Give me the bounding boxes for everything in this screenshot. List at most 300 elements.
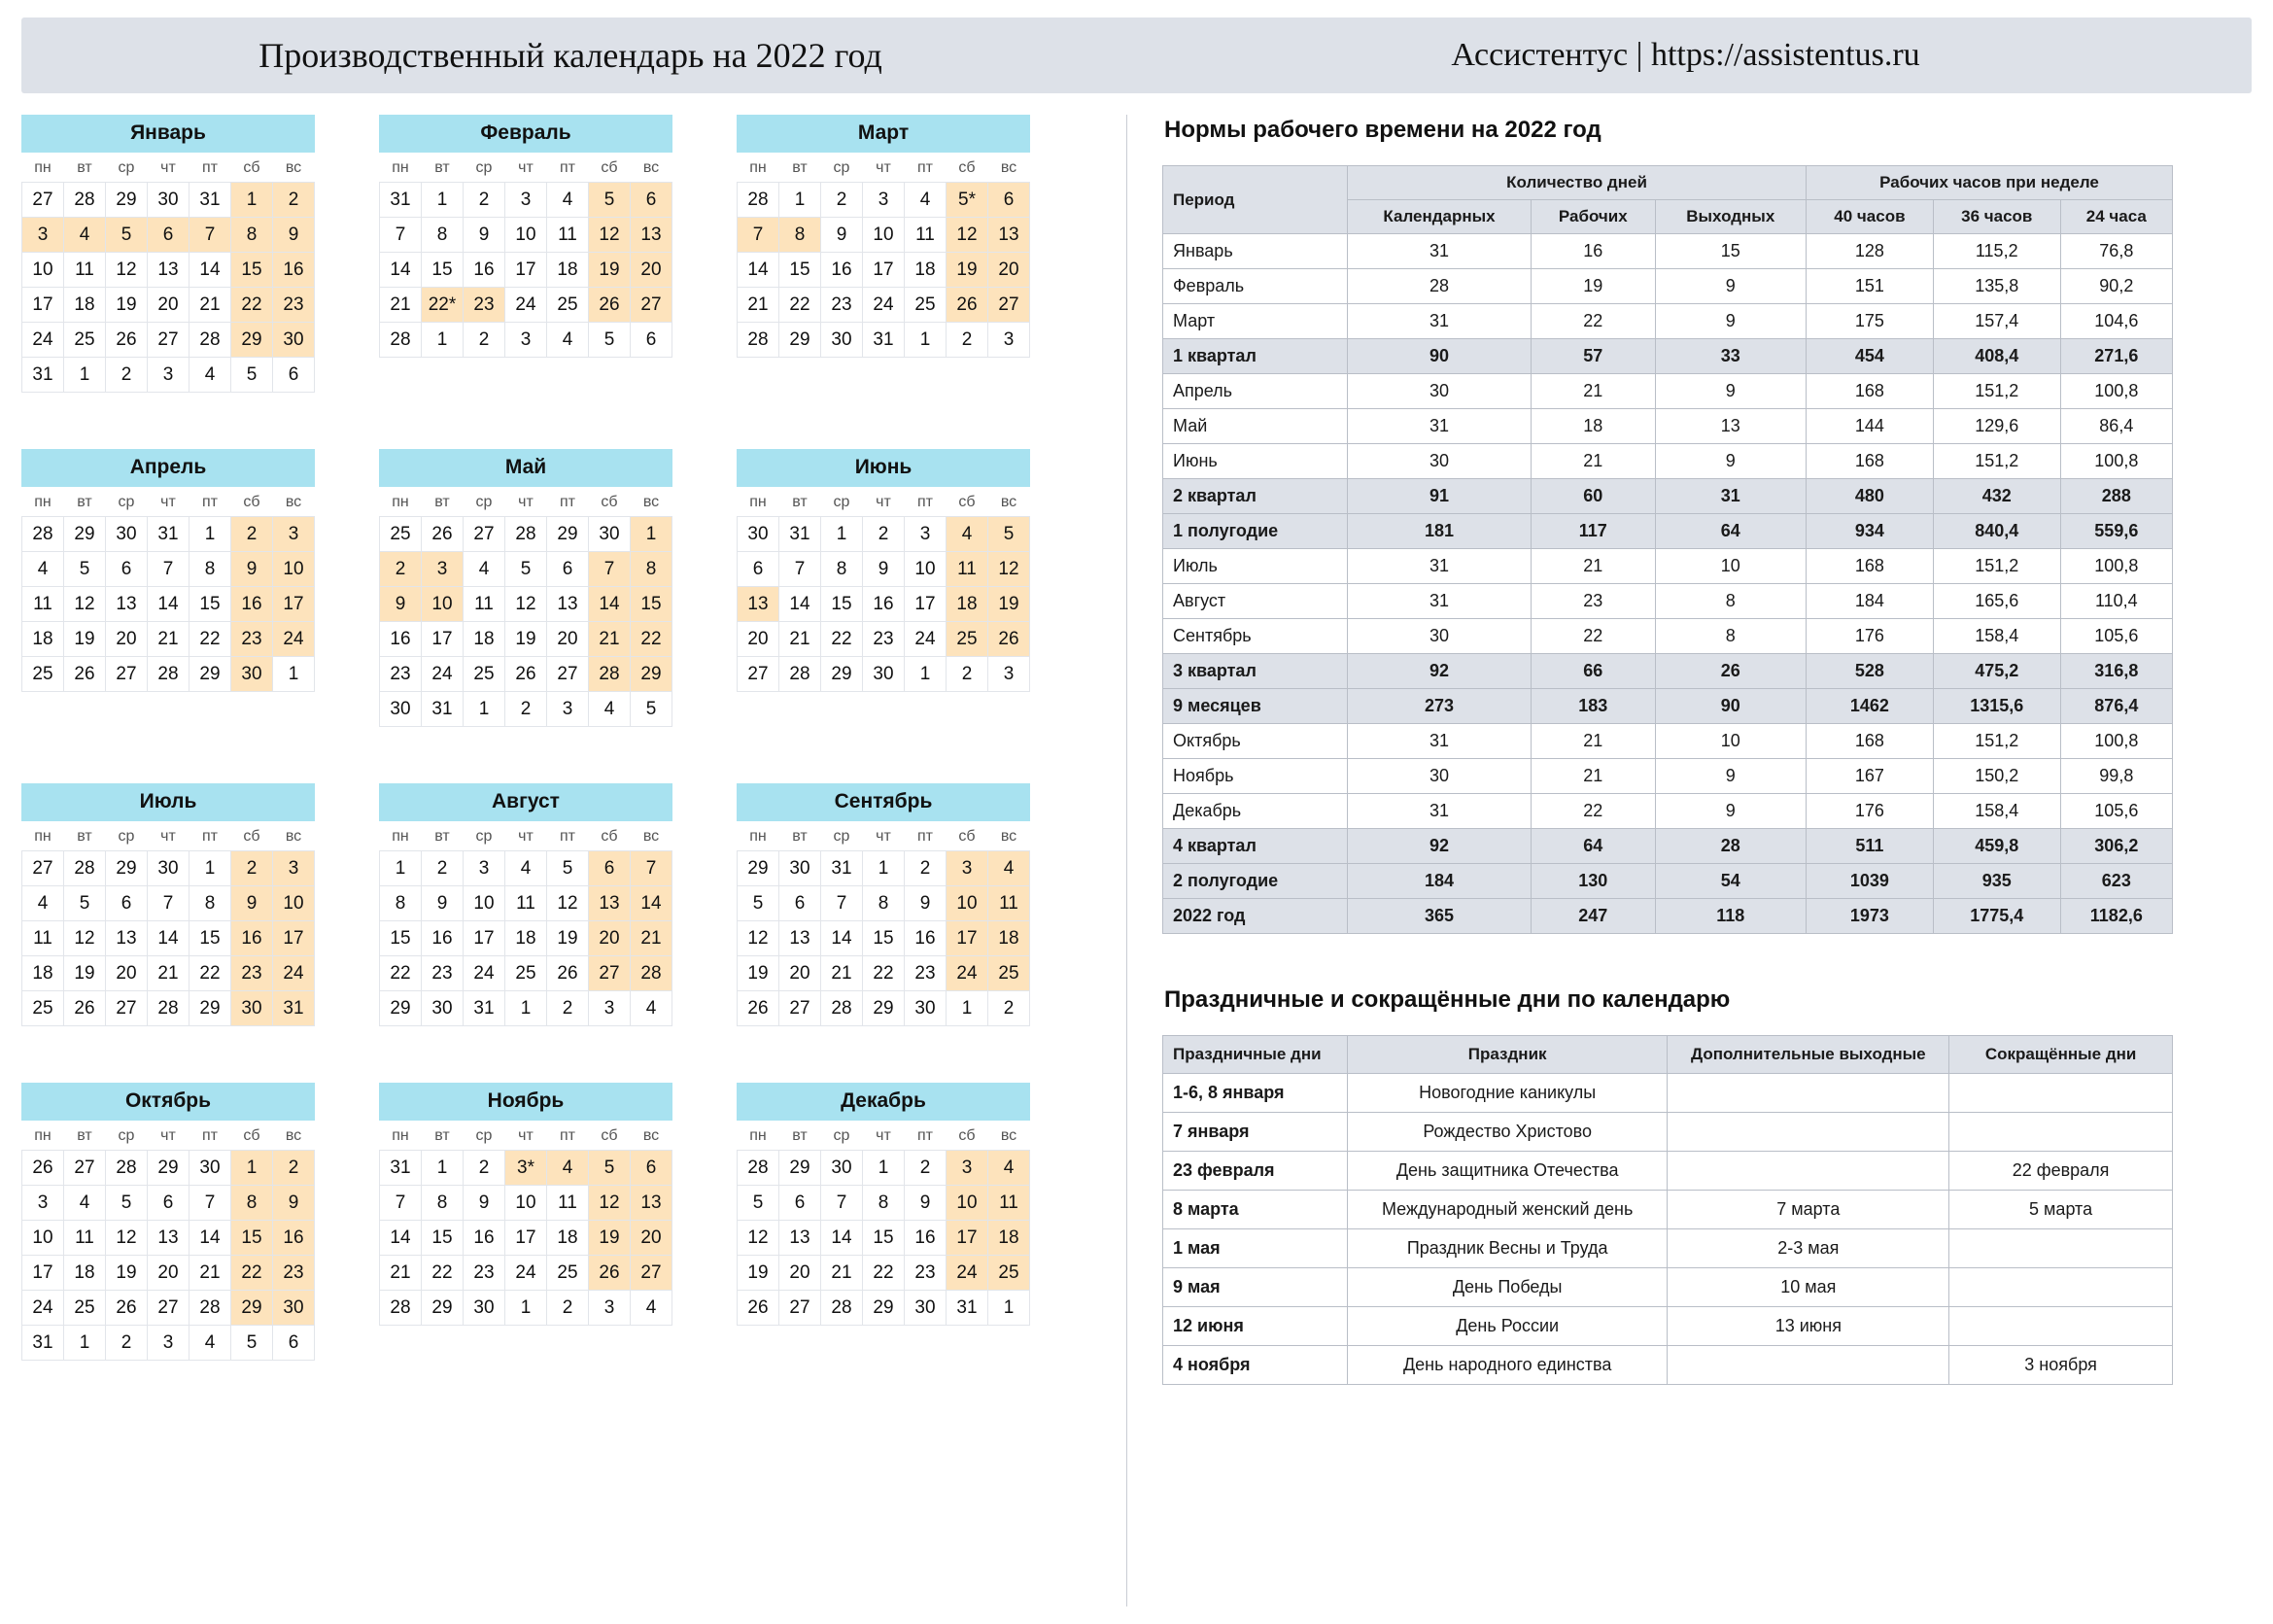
day-cell[interactable]: 4 — [189, 358, 231, 393]
day-cell[interactable]: 28 — [148, 991, 189, 1026]
day-cell[interactable]: 29 — [422, 1291, 464, 1326]
day-cell[interactable]: 30 — [821, 323, 863, 358]
day-cell[interactable]: 15 — [231, 1221, 273, 1256]
day-cell[interactable]: 10 — [505, 1186, 547, 1221]
day-cell[interactable]: 1 — [505, 1291, 547, 1326]
day-cell[interactable]: 28 — [738, 323, 779, 358]
day-cell[interactable]: 30 — [589, 517, 631, 552]
day-cell[interactable]: 23 — [821, 288, 863, 323]
day-cell[interactable]: 28 — [64, 851, 106, 886]
day-cell[interactable]: 22 — [779, 288, 821, 323]
day-cell[interactable]: 24 — [273, 956, 315, 991]
day-cell[interactable]: 26 — [505, 657, 547, 692]
day-cell[interactable]: 1 — [422, 1151, 464, 1186]
day-cell[interactable]: 16 — [273, 1221, 315, 1256]
day-cell[interactable]: 26 — [738, 991, 779, 1026]
day-cell[interactable]: 14 — [380, 253, 422, 288]
day-cell[interactable]: 9 — [231, 886, 273, 921]
day-cell[interactable]: 4 — [547, 183, 589, 218]
day-cell[interactable]: 12 — [947, 218, 988, 253]
day-cell[interactable]: 29 — [821, 657, 863, 692]
day-cell[interactable]: 16 — [905, 921, 947, 956]
day-cell[interactable]: 10 — [505, 218, 547, 253]
day-cell[interactable]: 13 — [547, 587, 589, 622]
day-cell[interactable]: 12 — [547, 886, 589, 921]
day-cell[interactable]: 29 — [106, 183, 148, 218]
day-cell[interactable]: 1 — [422, 323, 464, 358]
day-cell[interactable]: 19 — [738, 956, 779, 991]
day-cell[interactable]: 11 — [547, 218, 589, 253]
day-cell[interactable]: 23 — [231, 622, 273, 657]
day-cell[interactable]: 16 — [464, 253, 505, 288]
day-cell[interactable]: 29 — [189, 657, 231, 692]
day-cell[interactable]: 21 — [148, 956, 189, 991]
day-cell[interactable]: 9 — [464, 1186, 505, 1221]
day-cell[interactable]: 30 — [231, 991, 273, 1026]
day-cell[interactable]: 12 — [106, 253, 148, 288]
day-cell[interactable]: 19 — [547, 921, 589, 956]
day-cell[interactable]: 2 — [988, 991, 1030, 1026]
day-cell[interactable]: 28 — [821, 1291, 863, 1326]
day-cell[interactable]: 20 — [106, 956, 148, 991]
day-cell[interactable]: 29 — [189, 991, 231, 1026]
day-cell[interactable]: 8 — [779, 218, 821, 253]
day-cell[interactable]: 23 — [905, 1256, 947, 1291]
day-cell[interactable]: 30 — [863, 657, 905, 692]
day-cell[interactable]: 13 — [779, 921, 821, 956]
day-cell[interactable]: 23 — [231, 956, 273, 991]
day-cell[interactable]: 11 — [505, 886, 547, 921]
day-cell[interactable]: 14 — [779, 587, 821, 622]
day-cell[interactable]: 15 — [422, 1221, 464, 1256]
day-cell[interactable]: 14 — [380, 1221, 422, 1256]
day-cell[interactable]: 5 — [505, 552, 547, 587]
day-cell[interactable]: 11 — [988, 1186, 1030, 1221]
day-cell[interactable]: 29 — [106, 851, 148, 886]
day-cell[interactable]: 4 — [947, 517, 988, 552]
day-cell[interactable]: 26 — [947, 288, 988, 323]
day-cell[interactable]: 28 — [779, 657, 821, 692]
day-cell[interactable]: 25 — [64, 323, 106, 358]
day-cell[interactable]: 30 — [273, 323, 315, 358]
day-cell[interactable]: 1 — [189, 851, 231, 886]
day-cell[interactable]: 28 — [64, 183, 106, 218]
day-cell[interactable]: 17 — [22, 1256, 64, 1291]
day-cell[interactable]: 3 — [505, 323, 547, 358]
day-cell[interactable]: 31 — [422, 692, 464, 727]
day-cell[interactable]: 6 — [738, 552, 779, 587]
day-cell[interactable]: 2 — [547, 991, 589, 1026]
day-cell[interactable]: 6 — [273, 1326, 315, 1361]
day-cell[interactable]: 11 — [988, 886, 1030, 921]
day-cell[interactable]: 13 — [148, 253, 189, 288]
day-cell[interactable]: 3* — [505, 1151, 547, 1186]
day-cell[interactable]: 25 — [988, 956, 1030, 991]
day-cell[interactable]: 28 — [380, 1291, 422, 1326]
day-cell[interactable]: 3 — [422, 552, 464, 587]
day-cell[interactable]: 1 — [422, 183, 464, 218]
day-cell[interactable]: 25 — [947, 622, 988, 657]
day-cell[interactable]: 20 — [988, 253, 1030, 288]
day-cell[interactable]: 27 — [464, 517, 505, 552]
day-cell[interactable]: 20 — [589, 921, 631, 956]
day-cell[interactable]: 4 — [64, 218, 106, 253]
day-cell[interactable]: 4 — [547, 323, 589, 358]
day-cell[interactable]: 3 — [947, 851, 988, 886]
day-cell[interactable]: 5 — [64, 552, 106, 587]
day-cell[interactable]: 27 — [738, 657, 779, 692]
day-cell[interactable]: 5 — [231, 358, 273, 393]
day-cell[interactable]: 1 — [863, 851, 905, 886]
day-cell[interactable]: 26 — [547, 956, 589, 991]
day-cell[interactable]: 30 — [380, 692, 422, 727]
day-cell[interactable]: 8 — [189, 886, 231, 921]
day-cell[interactable]: 8 — [231, 1186, 273, 1221]
day-cell[interactable]: 8 — [422, 1186, 464, 1221]
day-cell[interactable]: 25 — [464, 657, 505, 692]
day-cell[interactable]: 11 — [947, 552, 988, 587]
day-cell[interactable]: 6 — [106, 552, 148, 587]
day-cell[interactable]: 21 — [779, 622, 821, 657]
day-cell[interactable]: 19 — [589, 253, 631, 288]
day-cell[interactable]: 27 — [589, 956, 631, 991]
day-cell[interactable]: 30 — [464, 1291, 505, 1326]
day-cell[interactable]: 2 — [231, 851, 273, 886]
day-cell[interactable]: 4 — [189, 1326, 231, 1361]
day-cell[interactable]: 10 — [273, 552, 315, 587]
day-cell[interactable]: 7 — [589, 552, 631, 587]
day-cell[interactable]: 23 — [905, 956, 947, 991]
day-cell[interactable]: 9 — [821, 218, 863, 253]
day-cell[interactable]: 6 — [631, 183, 672, 218]
day-cell[interactable]: 2 — [106, 1326, 148, 1361]
day-cell[interactable]: 21 — [821, 1256, 863, 1291]
day-cell[interactable]: 12 — [64, 921, 106, 956]
day-cell[interactable]: 27 — [148, 1291, 189, 1326]
day-cell[interactable]: 6 — [273, 358, 315, 393]
day-cell[interactable]: 30 — [148, 183, 189, 218]
day-cell[interactable]: 12 — [106, 1221, 148, 1256]
day-cell[interactable]: 1 — [821, 517, 863, 552]
day-cell[interactable]: 14 — [589, 587, 631, 622]
day-cell[interactable]: 5* — [947, 183, 988, 218]
day-cell[interactable]: 10 — [273, 886, 315, 921]
day-cell[interactable]: 16 — [231, 587, 273, 622]
day-cell[interactable]: 28 — [505, 517, 547, 552]
day-cell[interactable]: 30 — [905, 1291, 947, 1326]
day-cell[interactable]: 23 — [464, 288, 505, 323]
day-cell[interactable]: 19 — [589, 1221, 631, 1256]
day-cell[interactable]: 10 — [422, 587, 464, 622]
day-cell[interactable]: 30 — [779, 851, 821, 886]
day-cell[interactable]: 13 — [631, 218, 672, 253]
day-cell[interactable]: 27 — [631, 288, 672, 323]
day-cell[interactable]: 26 — [738, 1291, 779, 1326]
day-cell[interactable]: 31 — [148, 517, 189, 552]
day-cell[interactable]: 2 — [106, 358, 148, 393]
day-cell[interactable]: 9 — [422, 886, 464, 921]
day-cell[interactable]: 10 — [863, 218, 905, 253]
day-cell[interactable]: 1 — [380, 851, 422, 886]
day-cell[interactable]: 15 — [779, 253, 821, 288]
day-cell[interactable]: 1 — [464, 692, 505, 727]
day-cell[interactable]: 5 — [547, 851, 589, 886]
day-cell[interactable]: 19 — [64, 622, 106, 657]
day-cell[interactable]: 31 — [189, 183, 231, 218]
day-cell[interactable]: 5 — [106, 218, 148, 253]
day-cell[interactable]: 27 — [547, 657, 589, 692]
day-cell[interactable]: 17 — [273, 587, 315, 622]
day-cell[interactable]: 5 — [988, 517, 1030, 552]
day-cell[interactable]: 26 — [22, 1151, 64, 1186]
day-cell[interactable]: 19 — [106, 1256, 148, 1291]
day-cell[interactable]: 26 — [589, 1256, 631, 1291]
day-cell[interactable]: 25 — [505, 956, 547, 991]
day-cell[interactable]: 9 — [231, 552, 273, 587]
day-cell[interactable]: 18 — [64, 1256, 106, 1291]
day-cell[interactable]: 6 — [631, 1151, 672, 1186]
day-cell[interactable]: 1 — [189, 517, 231, 552]
day-cell[interactable]: 24 — [422, 657, 464, 692]
day-cell[interactable]: 14 — [738, 253, 779, 288]
day-cell[interactable]: 18 — [988, 1221, 1030, 1256]
day-cell[interactable]: 3 — [148, 1326, 189, 1361]
day-cell[interactable]: 11 — [905, 218, 947, 253]
day-cell[interactable]: 20 — [779, 1256, 821, 1291]
day-cell[interactable]: 28 — [380, 323, 422, 358]
day-cell[interactable]: 15 — [863, 1221, 905, 1256]
day-cell[interactable]: 9 — [273, 1186, 315, 1221]
day-cell[interactable]: 11 — [547, 1186, 589, 1221]
day-cell[interactable]: 22 — [631, 622, 672, 657]
day-cell[interactable]: 1 — [273, 657, 315, 692]
day-cell[interactable]: 9 — [905, 886, 947, 921]
day-cell[interactable]: 15 — [422, 253, 464, 288]
day-cell[interactable]: 14 — [821, 921, 863, 956]
day-cell[interactable]: 2 — [464, 183, 505, 218]
day-cell[interactable]: 20 — [631, 1221, 672, 1256]
day-cell[interactable]: 7 — [148, 552, 189, 587]
day-cell[interactable]: 7 — [821, 1186, 863, 1221]
day-cell[interactable]: 18 — [947, 587, 988, 622]
day-cell[interactable]: 8 — [422, 218, 464, 253]
day-cell[interactable]: 16 — [273, 253, 315, 288]
day-cell[interactable]: 7 — [779, 552, 821, 587]
day-cell[interactable]: 26 — [422, 517, 464, 552]
day-cell[interactable]: 13 — [738, 587, 779, 622]
day-cell[interactable]: 5 — [631, 692, 672, 727]
day-cell[interactable]: 4 — [505, 851, 547, 886]
day-cell[interactable]: 3 — [505, 183, 547, 218]
day-cell[interactable]: 9 — [464, 218, 505, 253]
day-cell[interactable]: 28 — [106, 1151, 148, 1186]
day-cell[interactable]: 19 — [988, 587, 1030, 622]
day-cell[interactable]: 19 — [64, 956, 106, 991]
day-cell[interactable]: 25 — [380, 517, 422, 552]
day-cell[interactable]: 23 — [380, 657, 422, 692]
day-cell[interactable]: 31 — [947, 1291, 988, 1326]
day-cell[interactable]: 21 — [189, 1256, 231, 1291]
day-cell[interactable]: 22 — [863, 1256, 905, 1291]
day-cell[interactable]: 29 — [148, 1151, 189, 1186]
day-cell[interactable]: 5 — [738, 1186, 779, 1221]
day-cell[interactable]: 3 — [273, 517, 315, 552]
day-cell[interactable]: 2 — [947, 657, 988, 692]
day-cell[interactable]: 8 — [380, 886, 422, 921]
day-cell[interactable]: 21 — [738, 288, 779, 323]
day-cell[interactable]: 11 — [464, 587, 505, 622]
day-cell[interactable]: 29 — [231, 323, 273, 358]
day-cell[interactable]: 28 — [22, 517, 64, 552]
day-cell[interactable]: 14 — [189, 253, 231, 288]
day-cell[interactable]: 11 — [64, 253, 106, 288]
day-cell[interactable]: 21 — [589, 622, 631, 657]
day-cell[interactable]: 6 — [547, 552, 589, 587]
day-cell[interactable]: 24 — [947, 1256, 988, 1291]
day-cell[interactable]: 27 — [64, 1151, 106, 1186]
day-cell[interactable]: 13 — [106, 587, 148, 622]
day-cell[interactable]: 10 — [905, 552, 947, 587]
day-cell[interactable]: 7 — [821, 886, 863, 921]
day-cell[interactable]: 3 — [863, 183, 905, 218]
day-cell[interactable]: 29 — [547, 517, 589, 552]
day-cell[interactable]: 7 — [738, 218, 779, 253]
day-cell[interactable]: 16 — [905, 1221, 947, 1256]
day-cell[interactable]: 29 — [779, 323, 821, 358]
day-cell[interactable]: 27 — [988, 288, 1030, 323]
day-cell[interactable]: 26 — [988, 622, 1030, 657]
day-cell[interactable]: 13 — [148, 1221, 189, 1256]
day-cell[interactable]: 3 — [988, 657, 1030, 692]
day-cell[interactable]: 29 — [863, 991, 905, 1026]
day-cell[interactable]: 8 — [231, 218, 273, 253]
day-cell[interactable]: 12 — [589, 218, 631, 253]
day-cell[interactable]: 3 — [905, 517, 947, 552]
day-cell[interactable]: 4 — [988, 851, 1030, 886]
day-cell[interactable]: 6 — [148, 1186, 189, 1221]
day-cell[interactable]: 30 — [148, 851, 189, 886]
day-cell[interactable]: 31 — [22, 1326, 64, 1361]
day-cell[interactable]: 15 — [189, 921, 231, 956]
day-cell[interactable]: 2 — [273, 183, 315, 218]
day-cell[interactable]: 17 — [273, 921, 315, 956]
day-cell[interactable]: 31 — [464, 991, 505, 1026]
day-cell[interactable]: 9 — [863, 552, 905, 587]
day-cell[interactable]: 21 — [380, 1256, 422, 1291]
day-cell[interactable]: 15 — [821, 587, 863, 622]
day-cell[interactable]: 18 — [505, 921, 547, 956]
day-cell[interactable]: 3 — [589, 991, 631, 1026]
day-cell[interactable]: 23 — [464, 1256, 505, 1291]
day-cell[interactable]: 10 — [947, 1186, 988, 1221]
day-cell[interactable]: 24 — [273, 622, 315, 657]
day-cell[interactable]: 22 — [189, 956, 231, 991]
day-cell[interactable]: 7 — [189, 1186, 231, 1221]
day-cell[interactable]: 1 — [988, 1291, 1030, 1326]
day-cell[interactable]: 3 — [947, 1151, 988, 1186]
day-cell[interactable]: 28 — [738, 183, 779, 218]
day-cell[interactable]: 9 — [905, 1186, 947, 1221]
day-cell[interactable]: 29 — [631, 657, 672, 692]
day-cell[interactable]: 21 — [631, 921, 672, 956]
day-cell[interactable]: 27 — [22, 183, 64, 218]
day-cell[interactable]: 14 — [821, 1221, 863, 1256]
day-cell[interactable]: 2 — [231, 517, 273, 552]
day-cell[interactable]: 31 — [380, 183, 422, 218]
day-cell[interactable]: 21 — [148, 622, 189, 657]
day-cell[interactable]: 20 — [547, 622, 589, 657]
day-cell[interactable]: 3 — [273, 851, 315, 886]
day-cell[interactable]: 30 — [905, 991, 947, 1026]
day-cell[interactable]: 6 — [106, 886, 148, 921]
day-cell[interactable]: 7 — [148, 886, 189, 921]
day-cell[interactable]: 2 — [547, 1291, 589, 1326]
day-cell[interactable]: 30 — [231, 657, 273, 692]
day-cell[interactable]: 28 — [148, 657, 189, 692]
day-cell[interactable]: 7 — [189, 218, 231, 253]
day-cell[interactable]: 14 — [189, 1221, 231, 1256]
day-cell[interactable]: 22 — [231, 1256, 273, 1291]
day-cell[interactable]: 25 — [905, 288, 947, 323]
day-cell[interactable]: 2 — [947, 323, 988, 358]
day-cell[interactable]: 31 — [863, 323, 905, 358]
day-cell[interactable]: 28 — [821, 991, 863, 1026]
day-cell[interactable]: 2 — [380, 552, 422, 587]
day-cell[interactable]: 1 — [863, 1151, 905, 1186]
day-cell[interactable]: 2 — [821, 183, 863, 218]
day-cell[interactable]: 13 — [589, 886, 631, 921]
day-cell[interactable]: 13 — [106, 921, 148, 956]
day-cell[interactable]: 15 — [189, 587, 231, 622]
day-cell[interactable]: 10 — [22, 253, 64, 288]
day-cell[interactable]: 31 — [273, 991, 315, 1026]
day-cell[interactable]: 8 — [821, 552, 863, 587]
day-cell[interactable]: 11 — [22, 921, 64, 956]
day-cell[interactable]: 18 — [988, 921, 1030, 956]
day-cell[interactable]: 29 — [64, 517, 106, 552]
day-cell[interactable]: 15 — [631, 587, 672, 622]
day-cell[interactable]: 7 — [380, 1186, 422, 1221]
day-cell[interactable]: 3 — [464, 851, 505, 886]
day-cell[interactable]: 22 — [380, 956, 422, 991]
day-cell[interactable]: 12 — [64, 587, 106, 622]
day-cell[interactable]: 5 — [106, 1186, 148, 1221]
day-cell[interactable]: 20 — [631, 253, 672, 288]
day-cell[interactable]: 15 — [863, 921, 905, 956]
day-cell[interactable]: 17 — [422, 622, 464, 657]
day-cell[interactable]: 14 — [148, 921, 189, 956]
day-cell[interactable]: 16 — [422, 921, 464, 956]
day-cell[interactable]: 31 — [22, 358, 64, 393]
day-cell[interactable]: 25 — [988, 1256, 1030, 1291]
day-cell[interactable]: 1 — [231, 183, 273, 218]
day-cell[interactable]: 4 — [22, 552, 64, 587]
day-cell[interactable]: 17 — [505, 253, 547, 288]
day-cell[interactable]: 18 — [64, 288, 106, 323]
day-cell[interactable]: 17 — [947, 921, 988, 956]
day-cell[interactable]: 19 — [106, 288, 148, 323]
day-cell[interactable]: 26 — [106, 323, 148, 358]
day-cell[interactable]: 25 — [547, 1256, 589, 1291]
day-cell[interactable]: 10 — [464, 886, 505, 921]
day-cell[interactable]: 30 — [189, 1151, 231, 1186]
day-cell[interactable]: 4 — [22, 886, 64, 921]
day-cell[interactable]: 30 — [273, 1291, 315, 1326]
day-cell[interactable]: 7 — [631, 851, 672, 886]
day-cell[interactable]: 1 — [905, 323, 947, 358]
day-cell[interactable]: 4 — [464, 552, 505, 587]
day-cell[interactable]: 13 — [988, 218, 1030, 253]
